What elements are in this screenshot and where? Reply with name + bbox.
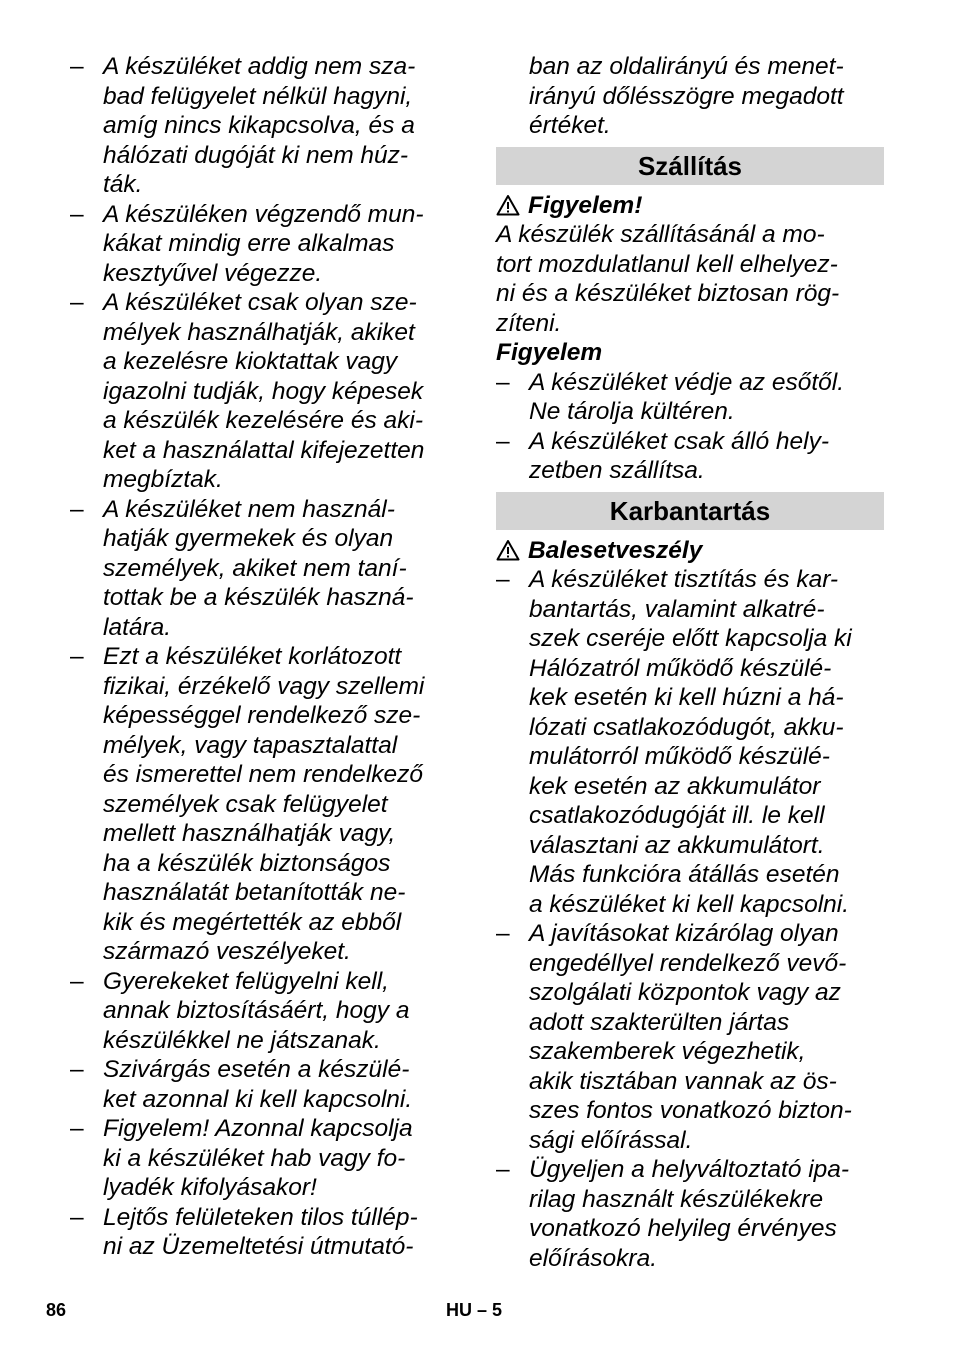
list-item	[496, 919, 884, 1155]
list-item-text: A készüléken végzendő mun- kákat mindig erre alkalmas kesztyűvel végezze.	[103, 200, 424, 287]
list-item	[70, 967, 465, 1056]
warning-text: A készülék szállításánál a mo- tort mozdulatlanul kell elhelyez- ni és a készüléket biztosan rög- zíteni.	[496, 221, 840, 337]
list-item-text: Gyerekeket felügyelni kell, annak biztosításáért, hogy a készülékkel ne játszanak.	[103, 967, 410, 1054]
list-item	[70, 642, 465, 967]
list-dash: –	[70, 289, 84, 316]
list-item-text: Ezt a készüléket korlátozott fizikai, érzékelő vagy szellemi képességgel rendelkező sze- mélyek, vagy tapasztalattal és ismerettel nem rendelkező személyek csak felügyelet mellett használhatják vagy, ha a készülék biztonságos használatát betanították ne- kik és megértették az ebből származó veszélyeket.	[103, 643, 425, 965]
list-dash: –	[70, 967, 84, 995]
page-number: 86	[46, 1300, 67, 1320]
list-item	[496, 1155, 884, 1273]
list-item-text: A készüléket védje az esőtől. Ne tárolja kültéren.	[529, 368, 845, 425]
list-dash: –	[70, 200, 84, 228]
section-title-transport: Szállítás	[496, 147, 884, 185]
list-item-text: Szivárgás esetén a készülé- ket azonnal ki kell kapcsolni.	[103, 1056, 413, 1113]
list-dash: –	[70, 495, 84, 523]
list-item	[70, 200, 465, 289]
list-dash: –	[496, 1156, 510, 1183]
list-item	[496, 368, 884, 427]
list-dash: –	[496, 368, 510, 396]
warning-triangle-icon	[496, 194, 520, 216]
list-item-text: A készüléket nem használ- hatják gyermekek és olyan személyek, akiket nem taní- tottak be a készülék haszná- latára.	[103, 495, 414, 641]
note-heading: Figyelem	[496, 339, 603, 366]
list-item	[496, 427, 884, 486]
list-item-text: A készüléket tisztítás és kar- bantartás, valamint alkatré- szek cseréje előtt kapcsolja ki Hálózatról működő készülé- kek esetén ki kell húzni a há- lózati csatlakozódugót, akku- mulátorról működő készülé- kek esetén az akkumulátor csatlakozódugóját ill. le kell választani az akkumulátort. Más funkcióra átállás esetén a készüléket ki kell kapcsolni.	[529, 566, 852, 918]
warning-heading	[496, 191, 884, 221]
list-dash: –	[496, 427, 510, 455]
warning-triangle-icon	[496, 539, 520, 561]
list-dash: –	[496, 566, 510, 593]
list-item-text: Ügyeljen a helyváltoztató ipa- rilag használt készülékekre vonatkozó helyileg érvényes előírásokra.	[529, 1156, 850, 1272]
right-column	[496, 52, 884, 1273]
list-dash: –	[496, 920, 510, 947]
list-item-text: Lejtős felületeken tilos túllép- ni az Üzemeltetési útmutató-	[103, 1203, 418, 1260]
list-item	[70, 1055, 465, 1114]
list-item-text: A készüléket csak álló hely- zetben szállítsa.	[529, 427, 830, 484]
list-item	[70, 52, 465, 200]
list-dash: –	[70, 53, 84, 80]
list-dash: –	[70, 1115, 84, 1142]
list-item	[70, 1114, 465, 1203]
list-item	[70, 1203, 465, 1262]
page-code: HU – 5	[446, 1300, 503, 1320]
list-dash: –	[70, 1203, 84, 1231]
left-column	[70, 52, 465, 1262]
list-item-text: Figyelem! Azonnal kapcsolja ki a készüléket hab vagy fo- lyadék kifolyásakor!	[103, 1115, 413, 1201]
warning-label: Figyelem!	[528, 191, 643, 219]
warning-heading	[496, 536, 884, 566]
warning-label: Balesetveszély	[528, 536, 703, 564]
continued-text: ban az oldalirányú és menet- irányú dőlésszögre megadott értéket.	[529, 53, 844, 139]
list-dash: –	[70, 643, 84, 670]
list-item	[70, 288, 465, 495]
list-item-text: A javításokat kizárólag olyan engedéllyel rendelkező vevő- szolgálati központok vagy az adott szakterülten jártas szakemberek végezhetik, akik tisztában vannak az ös- szes fontos vonatkozó bizton- sági előírással.	[529, 920, 852, 1154]
list-item-text: A készüléket csak olyan sze- mélyek használhatják, akiket a kezelésre kioktattak vagy igazolni tudják, hogy képesek a készülék kezelésére és aki- ket a használattal kifejezetten megbíztak.	[103, 289, 425, 493]
list-dash: –	[70, 1056, 84, 1083]
list-item	[70, 495, 465, 643]
section-title-maintenance: Karbantartás	[496, 492, 884, 530]
list-item-text: A készüléket addig nem sza- bad felügyelet nélkül hagyni, amíg nincs kikapcsolva, és a hálózati dugóját ki nem húz- ták.	[103, 53, 416, 198]
list-item	[496, 565, 884, 919]
